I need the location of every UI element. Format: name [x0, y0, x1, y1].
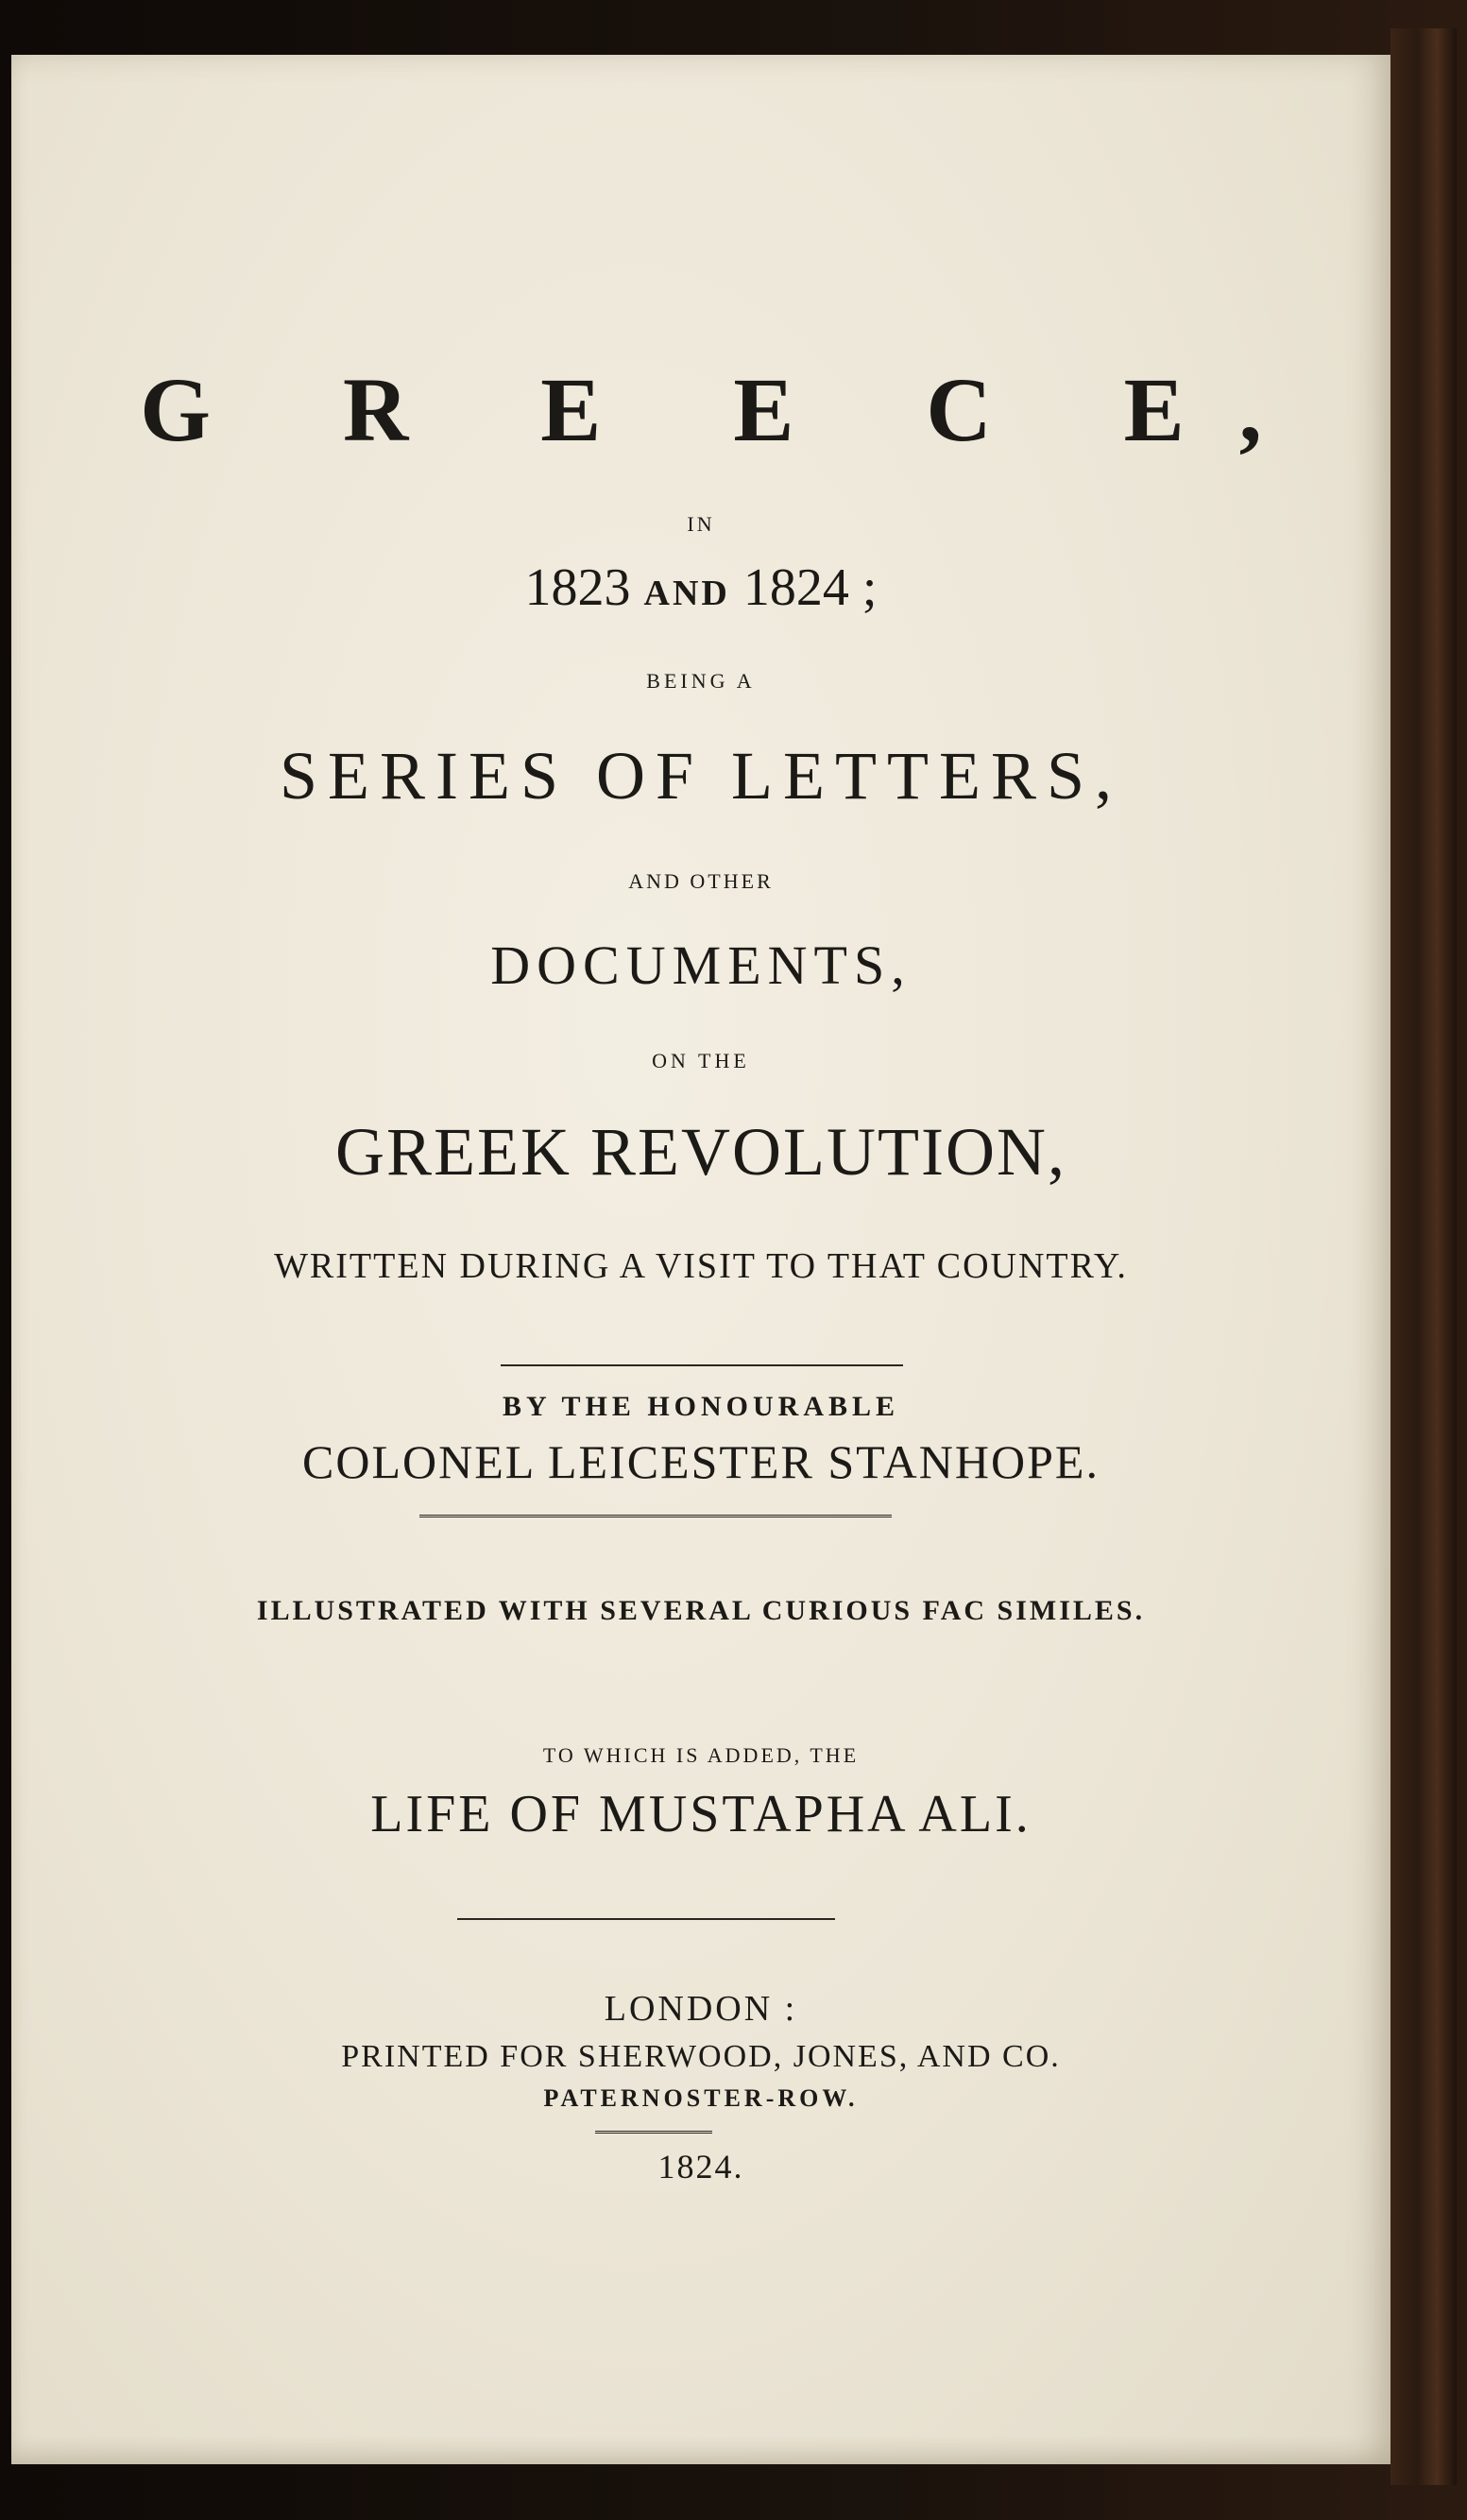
author-name: COLONEL LEICESTER STANHOPE. — [302, 1435, 1100, 1488]
by-the-honourable: BY THE HONOURABLE — [502, 1391, 900, 1422]
illustrated-note: ILLUSTRATED WITH SEVERAL CURIOUS FAC SIMILES. — [256, 1595, 1146, 1626]
year-1823: 1823 — [524, 558, 631, 617]
book-spine-edge — [1390, 28, 1457, 2485]
to-which-is-added: TO WHICH IS ADDED, THE — [542, 1743, 860, 1767]
on-the: ON THE — [652, 1049, 750, 1072]
word-in: IN — [687, 512, 715, 536]
written-during: WRITTEN DURING A VISIT TO THAT COUNTRY. — [274, 1246, 1128, 1286]
divider-rule-2 — [419, 1515, 892, 1520]
greek-revolution: GREEK REVOLUTION, — [335, 1114, 1066, 1190]
documents: DOCUMENTS, — [490, 934, 912, 996]
life-of-mustapha-ali: LIFE OF MUSTAPHA ALI. — [370, 1785, 1032, 1843]
years-line — [11, 557, 1390, 618]
being-a: BEING A — [646, 669, 756, 693]
imprint-city: LONDON : — [604, 1989, 798, 2029]
imprint-year: 1824. — [657, 2148, 744, 2186]
series-of-letters: SERIES OF LETTERS, — [279, 738, 1123, 814]
divider-rule-3 — [457, 1918, 835, 1920]
title-page — [11, 55, 1390, 2464]
word-and: AND — [643, 574, 730, 613]
year-1824: 1824 ; — [742, 558, 878, 617]
imprint-street: PATERNOSTER-ROW. — [543, 2084, 859, 2112]
imprint-printer: PRINTED FOR SHERWOOD, JONES, AND CO. — [341, 2039, 1061, 2074]
title-greece: G R E E C E, — [140, 359, 1317, 460]
and-other: AND OTHER — [628, 869, 774, 893]
divider-rule-4 — [595, 2131, 712, 2136]
divider-rule-1 — [501, 1364, 903, 1366]
